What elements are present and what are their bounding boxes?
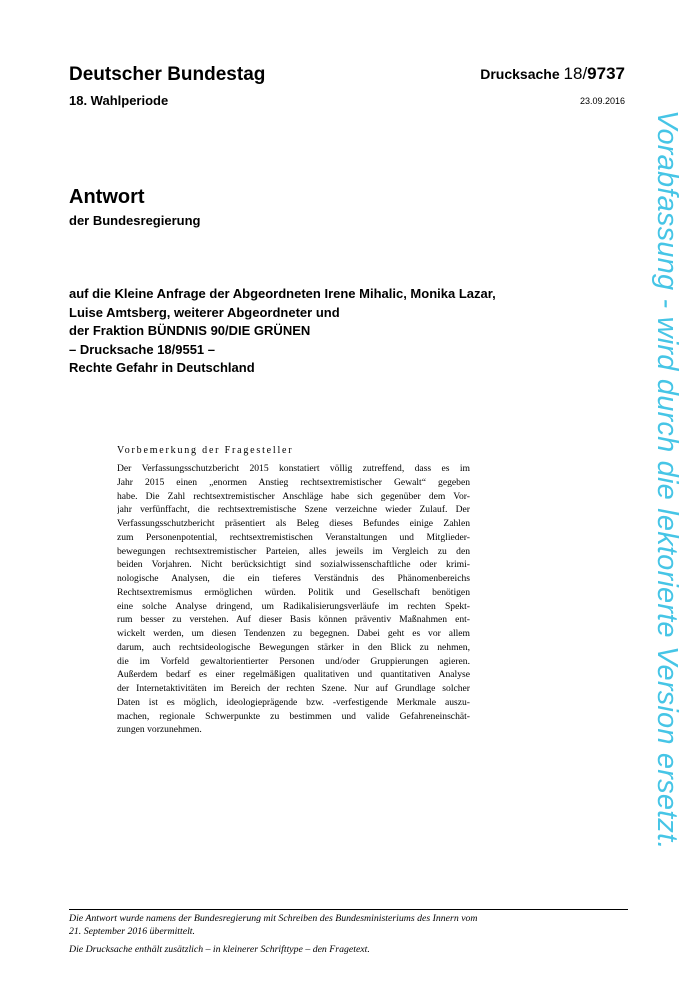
- inquiry-reference: [69, 285, 589, 359]
- preface-line: eine solche Analyse dringend, um Radikalisierungsverläufe im rechten Spekt-: [117, 600, 470, 612]
- footer-print-note: Die Drucksache enthält zusätzlich – in kleinerer Schrifttype – den Fragetext.: [69, 944, 370, 955]
- preface-line: die im Vorfeld gewaltorientierter Personen und/oder Gruppierungen agieren.: [117, 655, 470, 667]
- preface-line: habe. Die Zahl rechtsextremistischer Anschläge habe sich gegenüber dem Vor-: [117, 490, 470, 502]
- inquiry-line: – Drucksache 18/9551 –: [69, 341, 215, 357]
- preface-line: darum, auch rechtsideologische Bewegungen stärker in den Blick zu nehmen,: [117, 641, 470, 653]
- institution-title: Deutscher Bundestag: [69, 64, 266, 85]
- preface-line: wickelt werden, um diesen Tendenzen zu begegnen. Dabei geht es vor allem: [117, 628, 470, 639]
- footer-transmission-note: [69, 913, 629, 938]
- preface-heading: Vorbemerkung der Fragesteller: [117, 445, 294, 456]
- preface-line: Daten ist es möglich, ideologieprägende bzw. -verfestigende Merkmale auszu-: [117, 696, 470, 708]
- inquiry-line: der Fraktion BÜNDNIS 90/DIE GRÜNEN: [69, 323, 311, 338]
- preface-line: nologische Analysen, die ein tieferes Verständnis des Phänomenbereichs: [117, 573, 470, 584]
- footer-divider: [69, 909, 628, 910]
- drucksache-prefix: 18/: [563, 64, 588, 83]
- footer-note-line: Die Antwort wurde namens der Bundesregierung mit Schreiben des Bundesministeriums des Innern vom: [69, 913, 478, 924]
- drucksache-label: Drucksache: [480, 66, 560, 82]
- preface-text: [117, 462, 470, 737]
- drucksache-id: 9737: [587, 64, 625, 83]
- preface-line: Verfassungsschutzbericht präsentiert als Beleg dieses Befundes einige Zahlen: [117, 518, 470, 529]
- preface-line: der Internetaktivitäten im Bereich der rechten Szene. Nur auf Grundlage solcher: [117, 683, 470, 694]
- document-subtitle: der Bundesregierung: [69, 213, 201, 228]
- document-topic: Rechte Gefahr in Deutschland: [69, 360, 255, 375]
- preface-line: Rechtsextremismus ermöglichen würden. Politik und Gesellschaft benötigen: [117, 586, 470, 598]
- preface-line: zungen vorzunehmen.: [117, 724, 202, 736]
- preface-line: zum Personenpotential, rechtsextremistischen Veranstaltungen und Mitglieder-: [117, 531, 470, 543]
- election-period: 18. Wahlperiode: [69, 93, 169, 108]
- drucksache-number: [480, 64, 625, 84]
- preface-line: Der Verfassungsschutzbericht 2015 konstatiert völlig zutreffend, dass es im: [117, 463, 470, 474]
- preface-line: beiden Vorjahren. Nicht berücksichtigt sind sozialwissenschaftliche oder krimi-: [117, 559, 470, 571]
- preface-line: machen, regionale Schwerpunkte zu bestimmen und valide Gefahreneinschät-: [117, 710, 470, 722]
- preface-line: Jahr 2015 einen „enormen Anstieg rechtsextremistischer Gewalt“ gegeben: [117, 476, 470, 488]
- draft-watermark: Vorabfassung - wird durch die lektorierte Version ersetzt.: [651, 110, 683, 850]
- preface-line: bewegungen rechtsextremistischer Parteien, alles jeweils im Vergleich zu den: [117, 545, 470, 557]
- inquiry-line: auf die Kleine Anfrage der Abgeordneten Irene Mihalic, Monika Lazar,: [69, 286, 496, 301]
- preface-line: rum besser zu verstehen. Auf dieser Basis können präventiv Maßnahmen ent-: [117, 614, 470, 626]
- footer-note-line: 21. September 2016 übermittelt.: [69, 925, 195, 937]
- document-type-title: Antwort: [69, 186, 145, 208]
- inquiry-line: Luise Amtsberg, weiterer Abgeordneter und: [69, 304, 340, 320]
- preface-line: jahr verfünffacht, die rechtsextremistische Szene verzeichne wieder Zulauf. Der: [117, 504, 470, 516]
- document-date: 23.09.2016: [579, 96, 625, 106]
- preface-line: Außerdem bedarf es einer regelmäßigen qualitativen und quantitativen Analyse: [117, 669, 470, 681]
